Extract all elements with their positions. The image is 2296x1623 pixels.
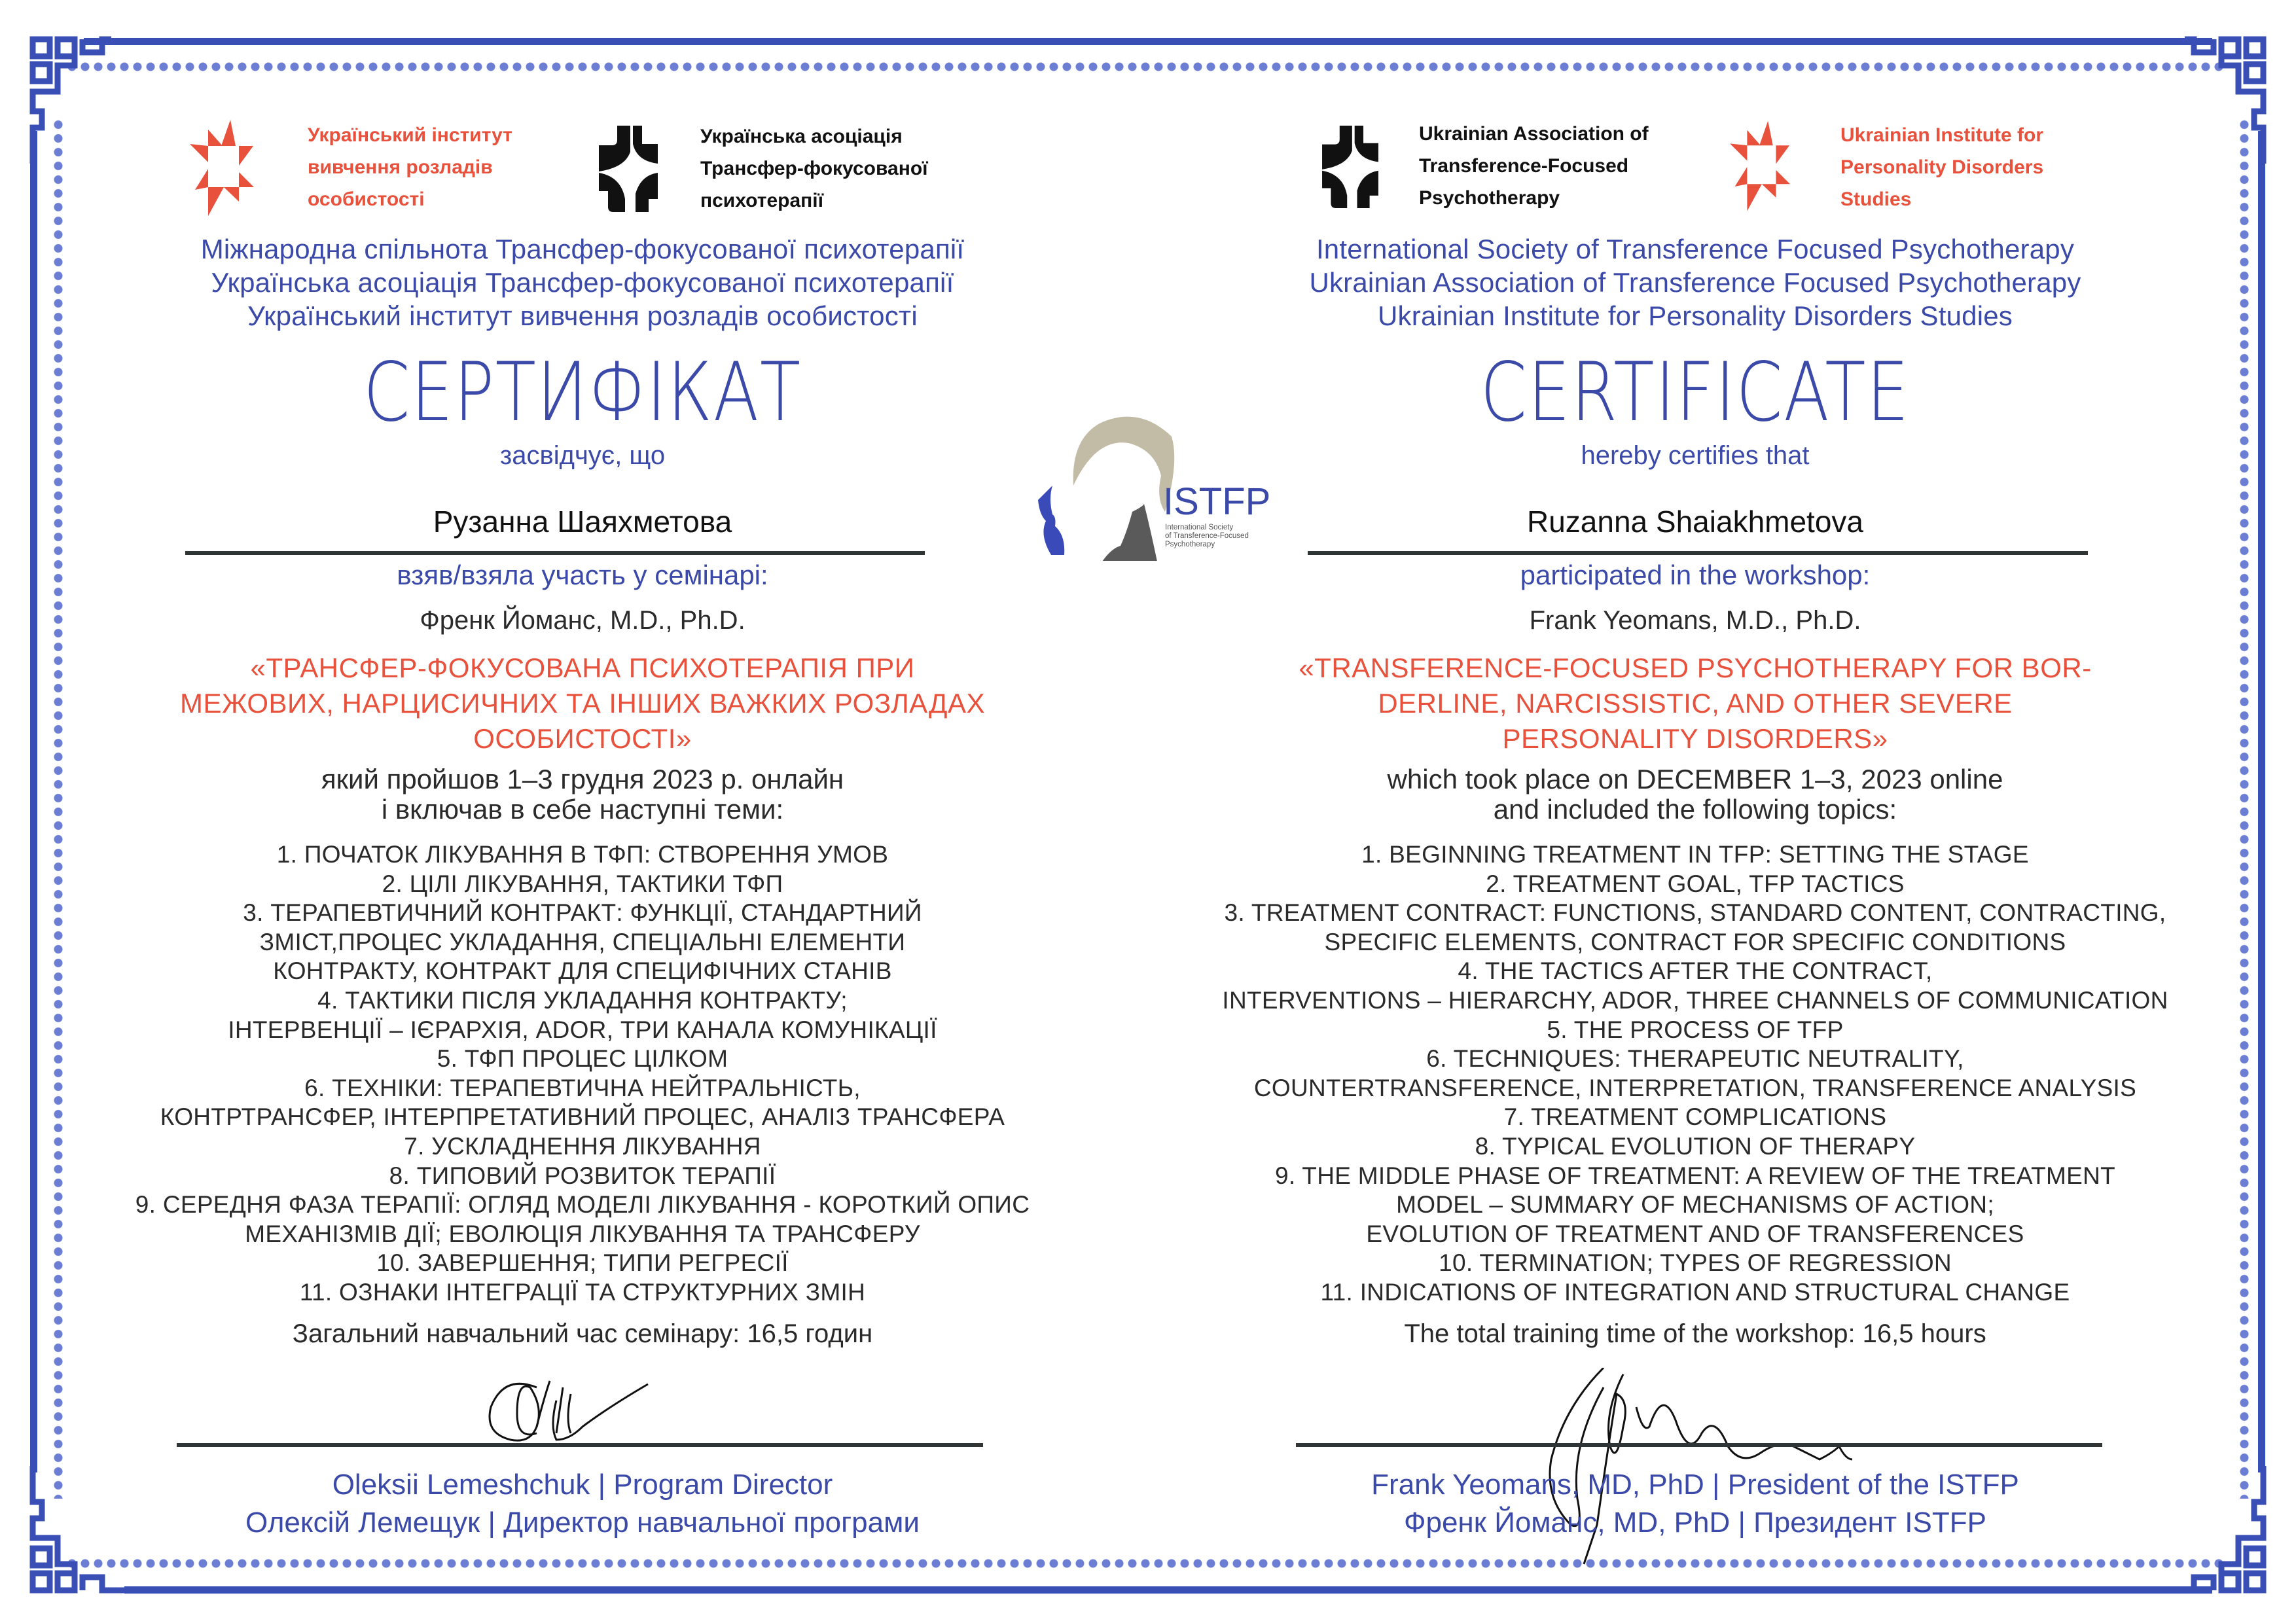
signer-line-en: Oleksii Lemeshchuk | Program Director (332, 1469, 833, 1501)
logo-ukrainian-association-ua (599, 118, 965, 216)
org-line: Український інститут вивчення розладів особистості (247, 300, 918, 331)
topics-intro-line: і включав в себе наступні теми: (381, 794, 784, 825)
topic-line: МЕХАНІЗМІВ ДІЇ; ЕВОЛЮЦІЯ ЛІКУВАННЯ ТА ТРАНСФЕРУ (245, 1220, 920, 1247)
topic-line: 8. TYPICAL EVOLUTION OF THERAPY (1475, 1132, 1916, 1160)
topic-line: 8. ТИПОВИЙ РОЗВИТОК ТЕРАПІЇ (389, 1162, 776, 1189)
org-line: Українська асоціація Трансфер-фокусованої психотерапії (211, 267, 954, 298)
recipient-name-ua: Рузанна Шаяхметова (433, 505, 732, 539)
topic-line: 5. THE PROCESS OF TFP (1547, 1016, 1844, 1043)
signer-line-ua: Олексій Лемещук | Директор навчальної програми (245, 1507, 920, 1539)
lecturer-ua: Френк Йоманс, M.D., Ph.D. (420, 606, 745, 635)
topic-line: 9. THE MIDDLE PHASE OF TREATMENT: A REVIEW OF THE TREATMENT (1274, 1162, 2116, 1189)
association-logo-icon (599, 126, 658, 212)
star-logo-icon (1728, 118, 1793, 216)
name-underline-en (1308, 551, 2088, 555)
date-line: which took place on DECEMBER 1–3, 2023 online (1387, 764, 2003, 794)
topic-line: 3. TREATMENT CONTRACT: FUNCTIONS, STANDARD CONTENT, CONTRACTING, (1224, 899, 2166, 927)
course-line: МЕЖОВИХ, НАРЦИСИЧНИХ ТА ІНШИХ ВАЖКИХ РОЗЛАДАХ (179, 688, 986, 719)
logo-ukrainian-institute-ua (190, 116, 556, 221)
recipient-name-en: Ruzanna Shaiakhmetova (1527, 505, 1863, 539)
topic-line: КОНТРАКТУ, КОНТРАКТ ДЛЯ СПЕЦИФІЧНИХ СТАНІВ (273, 957, 892, 985)
logo-line: Український інститут (308, 124, 512, 146)
dotted-line-top (65, 62, 2225, 71)
topic-line: 6. TECHNIQUES: THERAPEUTIC NEUTRALITY, (1426, 1045, 1964, 1073)
logo-line: Psychotherapy (1419, 187, 1560, 209)
topic-line: 9. СЕРЕДНЯ ФАЗА ТЕРАПІЇ: ОГЛЯД МОДЕЛІ ЛІКУВАННЯ - КОРОТКИЙ ОПИС (135, 1191, 1030, 1219)
signer-line-ua: Френк Йоманс, MD, PhD | Президент ISTFP (1404, 1507, 1986, 1539)
topic-line: MODEL – SUMMARY OF MECHANISMS OF ACTION; (1396, 1191, 1994, 1219)
date-line: який пройшов 1–3 грудня 2023 р. онлайн (321, 764, 844, 794)
org-line: Ukrainian Association of Transference Focused Psychotherapy (1309, 267, 2081, 298)
border-bottom (124, 1586, 2212, 1594)
participated-text-ua: взяв/взяла участь у семінарі: (397, 560, 768, 590)
certifies-text-en: hereby certifies that (1581, 441, 1810, 470)
topic-line: SPECIFIC ELEMENTS, CONTRACT FOR SPECIFIC CONDITIONS (1324, 928, 2066, 955)
topic-line: 7. TREATMENT COMPLICATIONS (1503, 1103, 1887, 1131)
certificate-title-en: CERTIFICATE (1480, 346, 1910, 440)
signer-block-ua (131, 1466, 1034, 1542)
topic-line: 1. BEGINNING TREATMENT IN TFP: SETTING THE STAGE (1361, 841, 2029, 868)
logo-line: Studies (1840, 188, 1912, 210)
corner-ornament-bottom-right (2185, 1466, 2276, 1597)
logo-line: Transference-Focused (1419, 155, 1629, 177)
topic-line: 11. INDICATIONS OF INTEGRATION AND STRUCTURAL CHANGE (1320, 1278, 2070, 1306)
org-line: Ukrainian Institute for Personality Disorders Studies (1377, 300, 2013, 331)
topic-line: COUNTERTRANSFERENCE, INTERPRETATION, TRANSFERENCE ANALYSIS (1253, 1074, 2137, 1101)
logo-line: особистості (308, 188, 425, 210)
topic-line: 6. ТЕХНІКИ: ТЕРАПЕВТИЧНА НЕЙТРАЛЬНІСТЬ, (304, 1074, 861, 1101)
istfp-logo (1035, 407, 1271, 561)
logo-line: психотерапії (700, 190, 824, 211)
topic-line: 4. THE TACTICS AFTER THE CONTRACT, (1458, 957, 1933, 985)
istfp-line: Psychotherapy (1165, 541, 1215, 548)
topic-line: 10. TERMINATION; TYPES OF REGRESSION (1439, 1249, 1952, 1277)
topic-line: 7. УСКЛАДНЕННЯ ЛІКУВАННЯ (404, 1132, 761, 1160)
total-time-en: The total training time of the workshop: 16,5 hours (1404, 1319, 1986, 1348)
logo-line: Personality Disorders (1840, 156, 2044, 178)
topic-line: 5. ТФП ПРОЦЕС ЦІЛКОМ (437, 1045, 728, 1073)
dotted-line-left (54, 118, 63, 1499)
border-top (84, 38, 2212, 45)
organizations-ua (118, 232, 1047, 332)
name-underline-ua (185, 551, 925, 555)
topics-list-ua (72, 840, 1093, 1308)
istfp-line: of Transference-Focused (1165, 532, 1249, 540)
logo-ukrainian-association-en (1321, 116, 1687, 215)
topic-line: КОНТРТРАНСФЕР, ІНТЕРПРЕТАТИВНИЙ ПРОЦЕС, АНАЛІЗ ТРАНСФЕРА (160, 1103, 1005, 1131)
logo-line: Трансфер-фокусованої (700, 158, 928, 179)
border-left (30, 131, 37, 1472)
certificate-title-ua: СЕРТИФІКАТ (363, 346, 802, 440)
course-line: «TRANSFERENCE-FOCUSED PSYCHOTHERAPY FOR BOR- (1299, 652, 2092, 683)
total-time-ua: Загальний навчальний час семінару: 16,5 годин (292, 1319, 873, 1348)
signature-lemeshchuk (458, 1361, 655, 1446)
org-line: Міжнародна спільнота Трансфер-фокусованої психотерапії (200, 234, 965, 264)
lecturer-en: Frank Yeomans, M.D., Ph.D. (1529, 606, 1861, 635)
dotted-line-right (2240, 118, 2249, 1499)
signature-line-ua (177, 1443, 983, 1447)
logo-ukrainian-institute-en (1728, 118, 2094, 223)
istfp-acronym: ISTFP (1163, 480, 1271, 523)
corner-ornament-top-left (20, 33, 111, 164)
topic-line: 4. ТАКТИКИ ПІСЛЯ УКЛАДАННЯ КОНТРАКТУ; (317, 986, 848, 1014)
org-line: International Society of Transference Focused Psychotherapy (1316, 234, 2075, 264)
star-logo-icon (190, 116, 255, 221)
participated-text-en: participated in the workshop: (1520, 560, 1871, 590)
signer-block-en (1244, 1466, 2147, 1542)
organizations-en (1230, 232, 2160, 332)
association-logo-icon (1321, 126, 1380, 208)
course-line: DERLINE, NARCISSISTIC, AND OTHER SEVERE (1378, 688, 2013, 719)
topics-list-en (1165, 840, 2225, 1308)
certifies-text-ua: засвідчує, що (499, 441, 666, 470)
course-line: PERSONALITY DISORDERS» (1502, 723, 1888, 754)
topic-line: 2. ЦІЛІ ЛІКУВАННЯ, ТАКТИКИ ТФП (382, 870, 783, 897)
border-right (2258, 131, 2265, 1472)
istfp-line: International Society (1165, 524, 1234, 531)
course-title-ua (98, 651, 1067, 757)
topic-line: 3. ТЕРАПЕВТИЧНИЙ КОНТРАКТ: ФУНКЦІЇ, СТАНДАРТНИЙ (243, 899, 922, 927)
topic-line: ІНТЕРВЕНЦІЇ – ІЄРАРХІЯ, ADOR, ТРИ КАНАЛА КОМУНІКАЦІЇ (228, 1016, 937, 1043)
topics-intro-line: and included the following topics: (1493, 794, 1897, 825)
topic-line: INTERVENTIONS – HIERARCHY, ADOR, THREE CHANNELS OF COMMUNICATION (1222, 986, 2168, 1014)
course-title-en (1211, 651, 2179, 757)
topic-line: 11. ОЗНАКИ ІНТЕГРАЦІЇ ТА СТРУКТУРНИХ ЗМІН (299, 1278, 866, 1306)
topic-line: 1. ПОЧАТОК ЛІКУВАННЯ В ТФП: СТВОРЕННЯ УМОВ (276, 841, 889, 868)
logo-line: Ukrainian Association of (1419, 123, 1649, 145)
course-line: ОСОБИСТОСТІ» (473, 723, 692, 754)
logo-line: Українська асоціація (700, 126, 903, 147)
topic-line: EVOLUTION OF TREATMENT AND OF TRANSFERENCES (1366, 1220, 2024, 1247)
corner-ornament-top-right (2185, 33, 2276, 164)
topic-line: 2. TREATMENT GOAL, TFP TACTICS (1486, 870, 1905, 897)
topic-line: 10. ЗАВЕРШЕННЯ; ТИПИ РЕГРЕСІЇ (376, 1249, 789, 1277)
workshop-date-en (1296, 764, 2094, 825)
head-silhouette-icon (1035, 407, 1179, 561)
workshop-date-ua (183, 764, 982, 825)
course-line: «ТРАНСФЕР-ФОКУСОВАНА ПСИХОТЕРАПІЯ ПРИ (250, 652, 915, 683)
logo-line: вивчення розладів (308, 156, 493, 178)
topic-line: ЗМІСТ,ПРОЦЕС УКЛАДАННЯ, СПЕЦІАЛЬНІ ЕЛЕМЕНТИ (259, 928, 906, 955)
signer-line-en: Frank Yeomans, MD, PhD | President of the ISTFP (1371, 1469, 2019, 1501)
signature-line-en (1296, 1443, 2102, 1447)
logo-line: Ukrainian Institute for (1840, 124, 2044, 146)
